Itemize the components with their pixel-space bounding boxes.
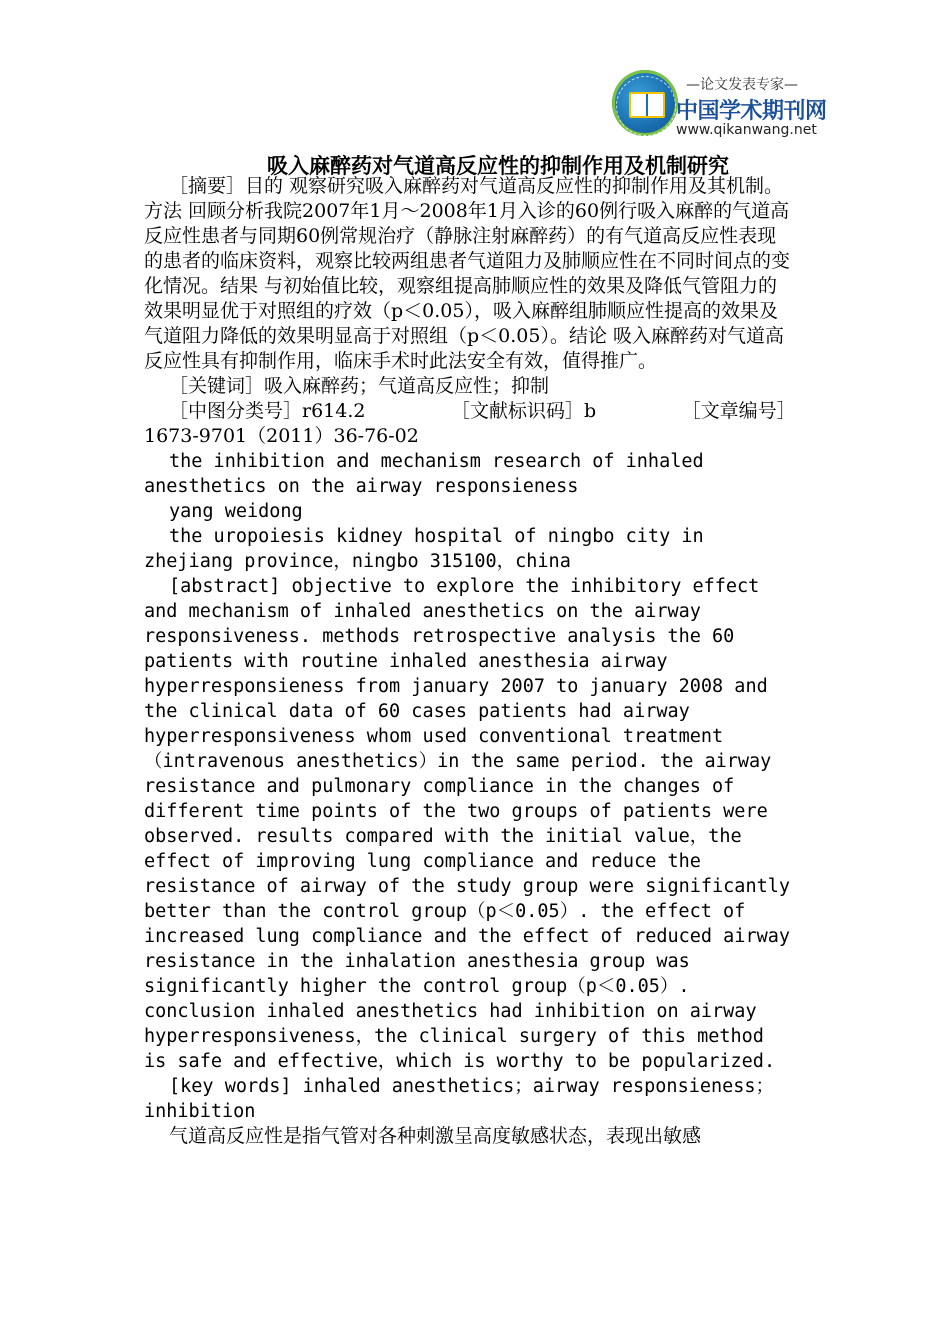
paper-title: 吸入麻醉药对气道高反应性的抑制作用及机制研究	[267, 154, 729, 178]
affiliation: the uropoiesis kidney hospital of ningbo city in zhejiang province，ningbo 315100，china	[144, 526, 704, 572]
abstract-en: [abstract] objective to explore the inhibitory effect and mechanism of inhaled anesthetics on the airway responsiveness. methods retrospective analysis the 60 patients with routine inhaled anesthesia airway hyperresponsieness from january 2007 to january 2008 and the clinical data of 60 cases patients had airway hyperresponsiveness whom used conventional treatment（intravenous anesthetics）in the same period. the airway resistance and pulmonary compliance in the changes of different time points of the two groups of patients were observed. results compared with the initial value，the effect of improving lung compliance and reduce the resistance of airway of the study group were significantly better than the control group（p＜0.05）. the effect of increased lung compliance and the effect of reduced airway resistance in the inhalation anesthesia group was significantly higher the control group（p＜0.05）. conclusion inhaled anesthetics had inhibition on airway hyperresponsiveness，the clinical surgery of this method is safe and effective，which is worthy to be popularized.	[144, 576, 791, 1072]
body-first-line: 气道高反应性是指气管对各种刺激呈高度敏感状态，表现出敏感	[169, 1125, 702, 1147]
author: yang weidong	[169, 501, 303, 522]
logo-tagline: —论文发表专家—	[686, 77, 798, 93]
book-globe-icon	[612, 70, 678, 136]
journal-logo[interactable]	[612, 68, 827, 148]
logo-name: 中国学术期刊网	[676, 99, 827, 124]
english-title: the inhibition and mechanism research of inhaled anesthetics on the airway responsieness	[144, 451, 704, 497]
keywords-en: [key words] inhaled anesthetics；airway responsieness；inhibition	[144, 1076, 775, 1122]
paper-body	[144, 174, 792, 1149]
abstract-cn: ［摘要］目的 观察研究吸入麻醉药对气道高反应性的抑制作用及其机制。 方法 回顾分析我院2007年1月～2008年1月入诊的60例行吸入麻醉的气道高反应性患者与同期60例常规治疗（静脉注射麻醉药）的有气道高反应性表现的患者的临床资料，观察比较两组患者气道阻力及肺顺应性在不同时间点的变化情况。结果 与初始值比较，观察组提高肺顺应性的效果及降低气管阻力的效果明显优于对照组的疗效（p＜0.05），吸入麻醉组肺顺应性提高的效果及气道阻力降低的效果明显高于对照组（p＜0.05）。结论 吸入麻醉药对气道高反应性具有抑制作用，临床手术时此法安全有效，值得推广。	[144, 175, 791, 372]
logo-url[interactable]: www.qikanwang.net	[676, 122, 817, 138]
classification-line: ［中图分类号］r614.2 ［文献标识码］b ［文章编号］1673-9701（2011）36-76-02	[144, 400, 787, 447]
keywords-cn: ［关键词］吸入麻醉药；气道高反应性；抑制	[169, 375, 550, 397]
